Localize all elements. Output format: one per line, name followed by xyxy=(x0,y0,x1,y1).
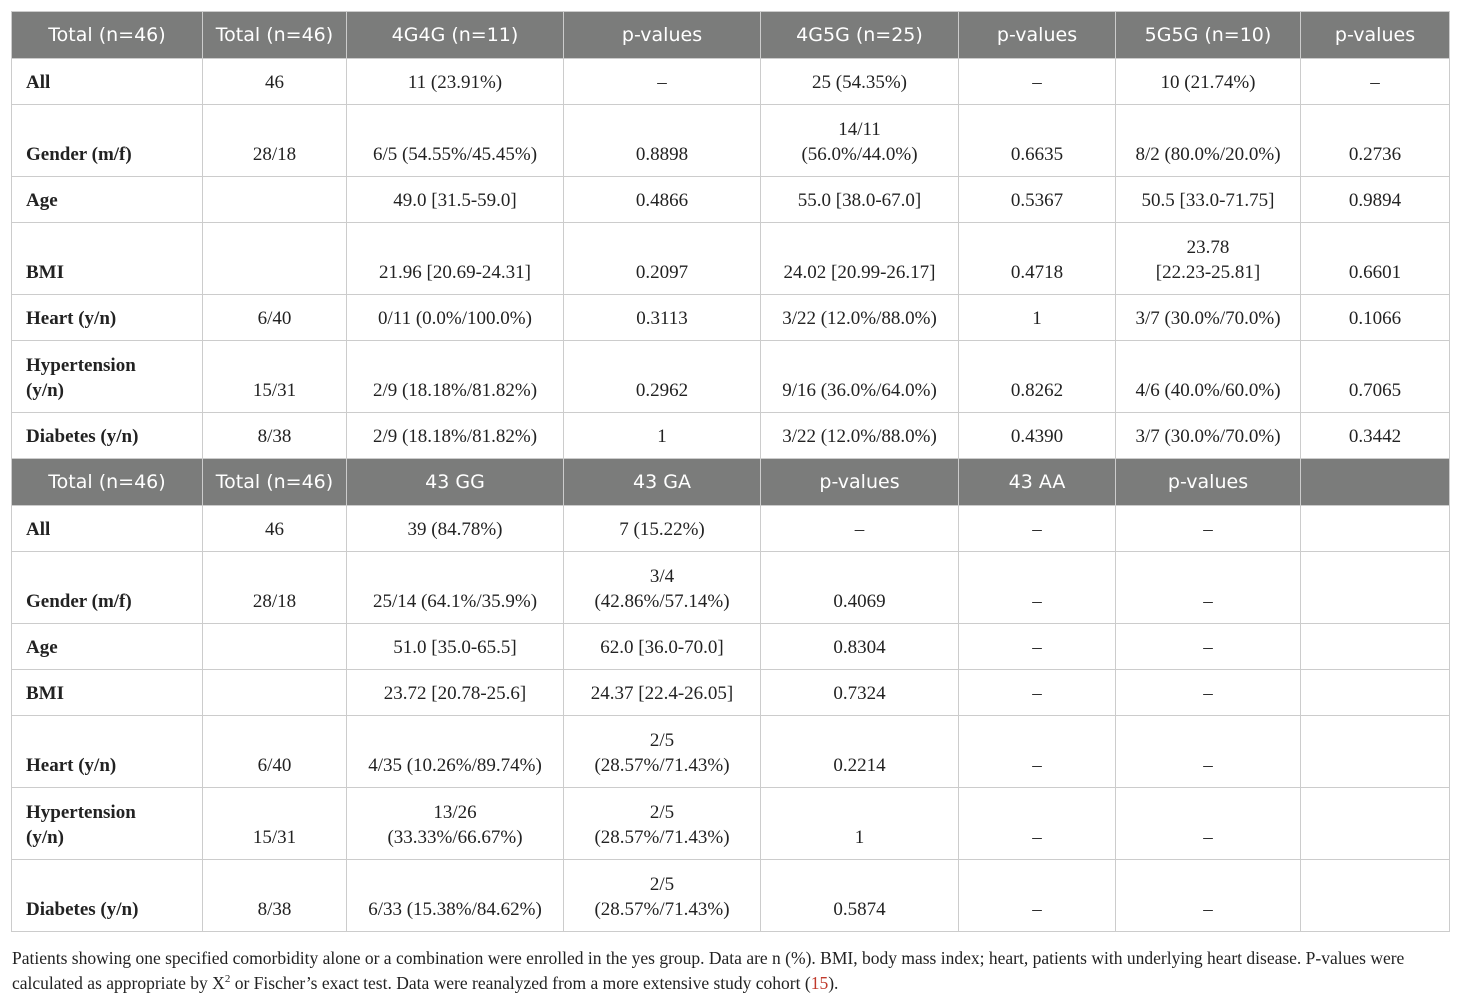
row-label: BMI xyxy=(12,670,203,716)
column-header: p-values xyxy=(1116,459,1301,506)
table-cell: 8/2 (80.0%/20.0%) xyxy=(1116,105,1301,177)
table-cell: 2/5 (28.57%/71.43%) xyxy=(564,788,761,860)
table-cell: 3/22 (12.0%/88.0%) xyxy=(761,295,959,341)
row-label: Gender (m/f) xyxy=(12,552,203,624)
table-cell: 0.2962 xyxy=(564,341,761,413)
table-cell: 28/18 xyxy=(203,552,347,624)
table-cell: 3/22 (12.0%/88.0%) xyxy=(761,413,959,459)
table-cell: 23.78 [22.23-25.81] xyxy=(1116,223,1301,295)
row-label: Diabetes (y/n) xyxy=(12,860,203,932)
table-cell: 28/18 xyxy=(203,105,347,177)
table-cell: 0.5874 xyxy=(761,860,959,932)
table-cell: – xyxy=(959,552,1116,624)
table-cell: – xyxy=(564,59,761,105)
table-cell: 23.72 [20.78-25.6] xyxy=(347,670,564,716)
table-row xyxy=(12,223,1450,295)
table-cell: 0.7065 xyxy=(1301,341,1450,413)
table-row xyxy=(12,177,1450,223)
table-cell: 46 xyxy=(203,59,347,105)
column-header: 5G5G (n=10) xyxy=(1116,12,1301,59)
table-cell: 0.4069 xyxy=(761,552,959,624)
header-row xyxy=(12,459,1450,506)
table-cell: 55.0 [38.0-67.0] xyxy=(761,177,959,223)
table-cell: 0.5367 xyxy=(959,177,1116,223)
table-row xyxy=(12,341,1450,413)
table-cell: 0.6635 xyxy=(959,105,1116,177)
row-label: Gender (m/f) xyxy=(12,105,203,177)
table-cell: 0.3113 xyxy=(564,295,761,341)
table-cell xyxy=(203,223,347,295)
table-cell: 46 xyxy=(203,506,347,552)
reference-link[interactable]: 15 xyxy=(810,973,829,993)
column-header: p-values xyxy=(959,12,1116,59)
table-cell: 1 xyxy=(761,788,959,860)
table-footnote xyxy=(12,946,1454,996)
table-row xyxy=(12,716,1450,788)
table-cell: – xyxy=(959,860,1116,932)
table-cell: 25 (54.35%) xyxy=(761,59,959,105)
column-header: 43 AA xyxy=(959,459,1116,506)
table-cell: 21.96 [20.69-24.31] xyxy=(347,223,564,295)
table-cell: 49.0 [31.5-59.0] xyxy=(347,177,564,223)
table-cell: 8/38 xyxy=(203,860,347,932)
table-cell: – xyxy=(1116,624,1301,670)
footnote-text: Patients showing one specified comorbidity alone or a combination were enrolled in the yes group. Data are n (%). BMI, body mass index; heart, patients with underlying heart disease. P-values were calculated as appropriate by X xyxy=(12,948,1405,993)
table-cell: 7 (15.22%) xyxy=(564,506,761,552)
header-row xyxy=(12,12,1450,59)
table-row xyxy=(12,860,1450,932)
table-row xyxy=(12,624,1450,670)
column-header: 43 GA xyxy=(564,459,761,506)
table-cell: 0.1066 xyxy=(1301,295,1450,341)
table-row xyxy=(12,59,1450,105)
table-cell: 0.8898 xyxy=(564,105,761,177)
table-row xyxy=(12,413,1450,459)
table-cell: 2/5 (28.57%/71.43%) xyxy=(564,716,761,788)
row-label: All xyxy=(12,59,203,105)
table-cell: 3/4 (42.86%/57.14%) xyxy=(564,552,761,624)
column-header: Total (n=46) xyxy=(203,459,347,506)
table-cell: 62.0 [36.0-70.0] xyxy=(564,624,761,670)
table-cell: 8/38 xyxy=(203,413,347,459)
table-cell: 0.2097 xyxy=(564,223,761,295)
table-cell: – xyxy=(959,716,1116,788)
table-cell: 50.5 [33.0-71.75] xyxy=(1116,177,1301,223)
table-cell xyxy=(203,670,347,716)
table-cell: – xyxy=(1116,670,1301,716)
data-table xyxy=(11,11,1450,932)
results-table xyxy=(11,11,1449,932)
table-cell: 6/33 (15.38%/84.62%) xyxy=(347,860,564,932)
row-label: Diabetes (y/n) xyxy=(12,413,203,459)
column-header: Total (n=46) xyxy=(12,459,203,506)
table-cell: – xyxy=(959,788,1116,860)
table-cell: 51.0 [35.0-65.5] xyxy=(347,624,564,670)
table-cell: 0.2736 xyxy=(1301,105,1450,177)
column-header: 43 GG xyxy=(347,459,564,506)
table-cell: 39 (84.78%) xyxy=(347,506,564,552)
table-cell: 0.4390 xyxy=(959,413,1116,459)
table-cell: 11 (23.91%) xyxy=(347,59,564,105)
table-row xyxy=(12,105,1450,177)
row-label: Hypertension (y/n) xyxy=(12,788,203,860)
table-cell: 15/31 xyxy=(203,788,347,860)
table-cell xyxy=(1301,506,1450,552)
table-cell: 0.8262 xyxy=(959,341,1116,413)
table-cell: 4/6 (40.0%/60.0%) xyxy=(1116,341,1301,413)
table-cell: 0/11 (0.0%/100.0%) xyxy=(347,295,564,341)
row-label: All xyxy=(12,506,203,552)
column-header: 4G4G (n=11) xyxy=(347,12,564,59)
table-cell: – xyxy=(959,506,1116,552)
table-cell: – xyxy=(1116,506,1301,552)
column-header: p-values xyxy=(761,459,959,506)
table-cell: 2/9 (18.18%/81.82%) xyxy=(347,341,564,413)
table-row xyxy=(12,788,1450,860)
table-cell: 4/35 (10.26%/89.74%) xyxy=(347,716,564,788)
table-cell: 3/7 (30.0%/70.0%) xyxy=(1116,413,1301,459)
row-label: Heart (y/n) xyxy=(12,716,203,788)
table-cell: 6/5 (54.55%/45.45%) xyxy=(347,105,564,177)
table-cell: 15/31 xyxy=(203,341,347,413)
table-cell: – xyxy=(959,670,1116,716)
table-cell xyxy=(203,177,347,223)
table-cell: 24.37 [22.4-26.05] xyxy=(564,670,761,716)
table-cell: 13/26 (33.33%/66.67%) xyxy=(347,788,564,860)
table-cell: 2/9 (18.18%/81.82%) xyxy=(347,413,564,459)
row-label: BMI xyxy=(12,223,203,295)
table-cell: – xyxy=(1116,716,1301,788)
table-cell: 0.7324 xyxy=(761,670,959,716)
table-cell: – xyxy=(1116,860,1301,932)
column-header: Total (n=46) xyxy=(12,12,203,59)
table-body xyxy=(12,12,1450,932)
column-header: p-values xyxy=(1301,12,1450,59)
table-cell: – xyxy=(1116,788,1301,860)
table-cell: 14/11 (56.0%/44.0%) xyxy=(761,105,959,177)
table-cell: 6/40 xyxy=(203,716,347,788)
column-header: p-values xyxy=(564,12,761,59)
table-cell: 0.2214 xyxy=(761,716,959,788)
table-cell: 0.4718 xyxy=(959,223,1116,295)
table-cell: – xyxy=(1116,552,1301,624)
table-cell: 0.8304 xyxy=(761,624,959,670)
row-label: Hypertension (y/n) xyxy=(12,341,203,413)
table-cell xyxy=(1301,860,1450,932)
column-header: 4G5G (n=25) xyxy=(761,12,959,59)
footnote-text-cont: or Fischer’s exact test. Data were reanalyzed from a more extensive study cohort ( xyxy=(230,973,811,993)
table-cell xyxy=(1301,624,1450,670)
footnote-superscript: 2 xyxy=(224,973,231,986)
footnote-text-end: ). xyxy=(828,973,839,993)
table-cell: 0.6601 xyxy=(1301,223,1450,295)
table-cell: 1 xyxy=(959,295,1116,341)
table-cell: 1 xyxy=(564,413,761,459)
table-cell xyxy=(1301,670,1450,716)
row-label: Heart (y/n) xyxy=(12,295,203,341)
table-cell: – xyxy=(959,59,1116,105)
table-cell xyxy=(1301,788,1450,860)
table-cell: 25/14 (64.1%/35.9%) xyxy=(347,552,564,624)
table-cell: 0.3442 xyxy=(1301,413,1450,459)
table-cell: 24.02 [20.99-26.17] xyxy=(761,223,959,295)
table-row xyxy=(12,552,1450,624)
table-row xyxy=(12,506,1450,552)
table-cell xyxy=(1301,552,1450,624)
table-cell: 2/5 (28.57%/71.43%) xyxy=(564,860,761,932)
table-cell xyxy=(1301,716,1450,788)
table-cell: 10 (21.74%) xyxy=(1116,59,1301,105)
table-cell: – xyxy=(1301,59,1450,105)
table-cell: 0.4866 xyxy=(564,177,761,223)
table-cell: 3/7 (30.0%/70.0%) xyxy=(1116,295,1301,341)
table-cell: 9/16 (36.0%/64.0%) xyxy=(761,341,959,413)
row-label: Age xyxy=(12,177,203,223)
table-cell: 0.9894 xyxy=(1301,177,1450,223)
table-cell: 6/40 xyxy=(203,295,347,341)
table-row xyxy=(12,295,1450,341)
table-cell xyxy=(203,624,347,670)
row-label: Age xyxy=(12,624,203,670)
column-header xyxy=(1301,459,1450,506)
column-header: Total (n=46) xyxy=(203,12,347,59)
table-cell: – xyxy=(959,624,1116,670)
table-row xyxy=(12,670,1450,716)
table-cell: – xyxy=(761,506,959,552)
